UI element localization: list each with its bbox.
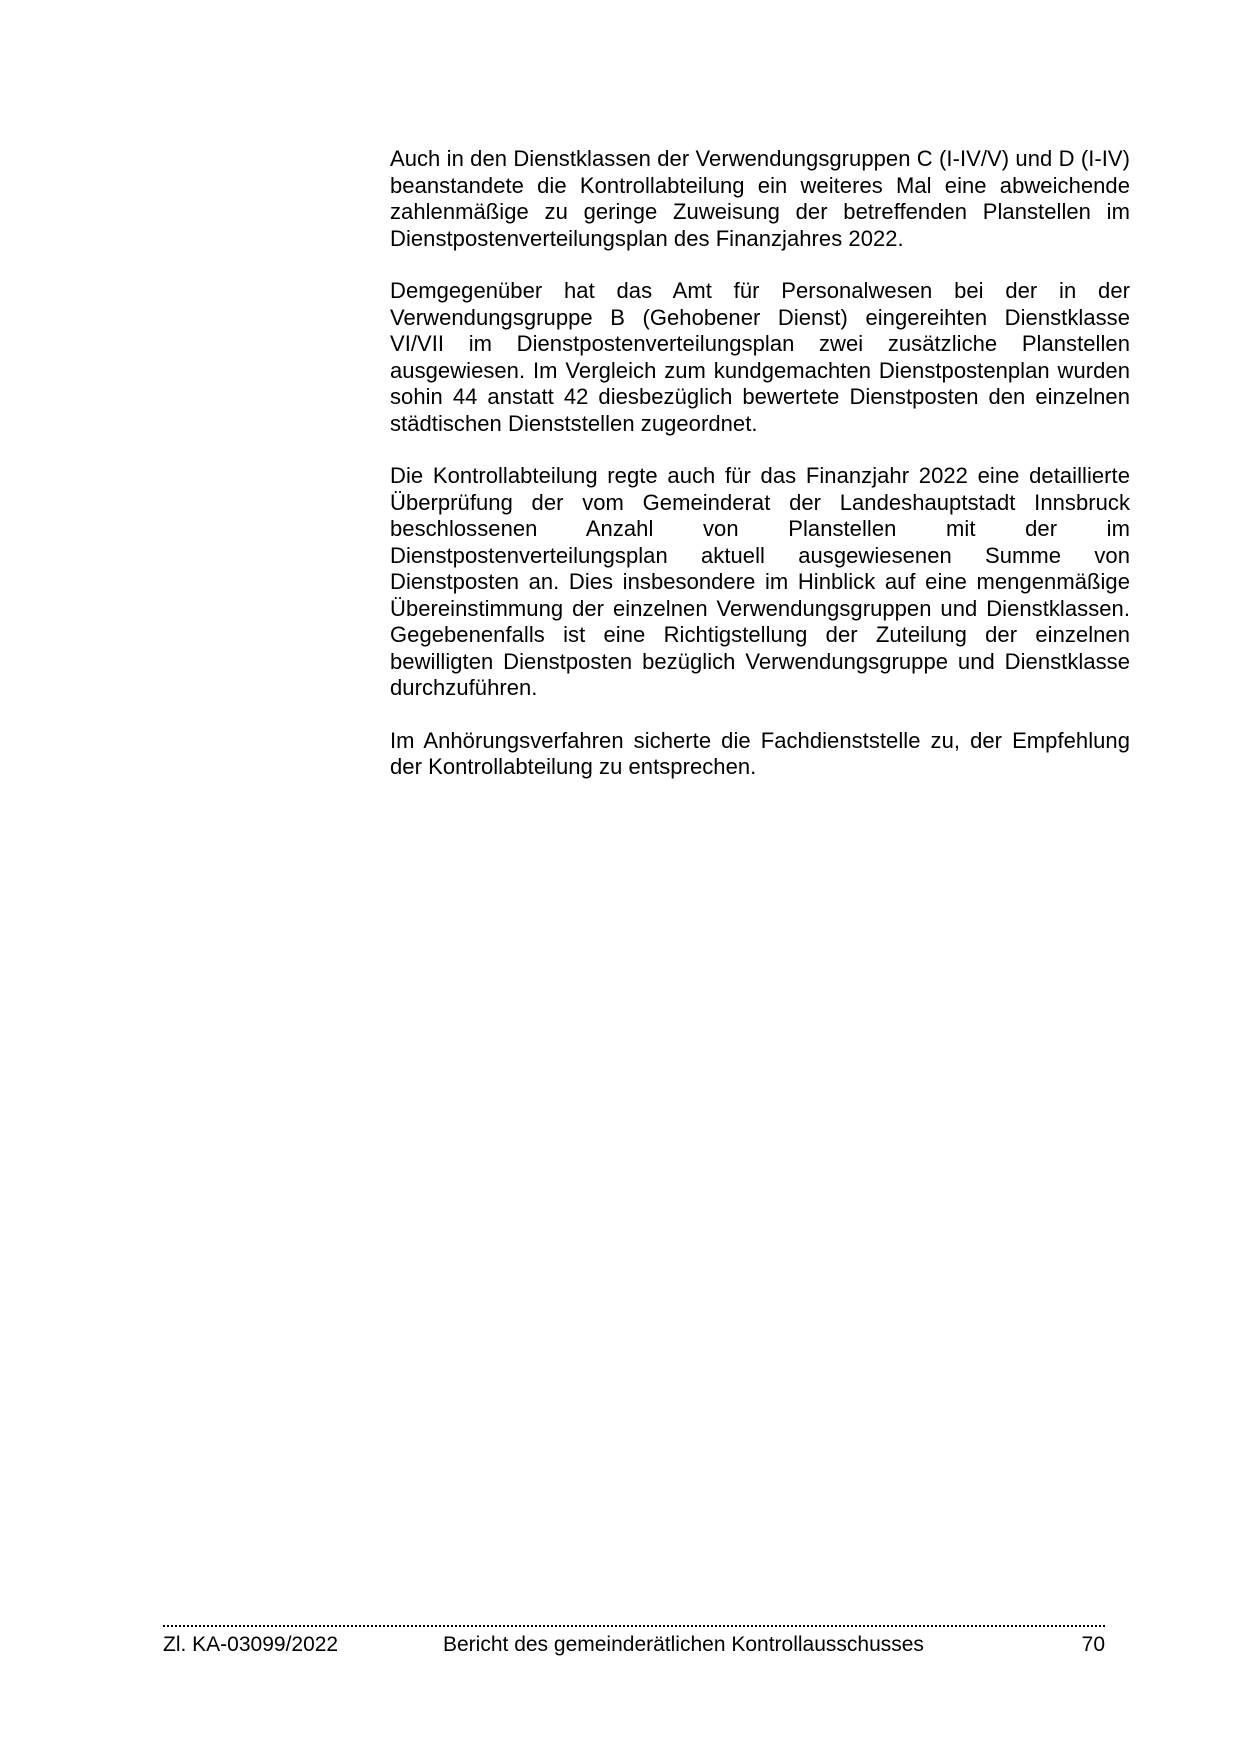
- footer-divider: [163, 1625, 1105, 1627]
- page-number: 70: [1081, 1633, 1105, 1656]
- paragraph-verwendungsgruppe-b: Demgegenüber hat das Amt für Personalwesen bei der in der Verwendungsgruppe B (Gehobener Dienst) eingereihten Dienstklasse VI/VII im Dienstpostenverteilungsplan zwei zusätzliche Planstellen ausgewiesen. Im Vergleich zum kundgemachten Dienstpostenplan wurden sohin 44 anstatt 42 diesbezüglich bewertete Dienstposten den einzelnen städtischen Dienststellen zugeordnet.: [390, 278, 1130, 436]
- page-footer: [163, 1632, 1105, 1658]
- paragraph-dienstklassen-c-d: Auch in den Dienstklassen der Verwendungsgruppen C (I-IV/V) und D (I-IV) beanstandete die Kontrollabteilung ein weiteres Mal eine abweichende zahlenmäßige zu geringe Zuweisung der betreffenden Planstellen im Dienstpostenverteilungsplan des Finanzjahres 2022.: [390, 146, 1130, 251]
- footer-title: Bericht des gemeinderätlichen Kontrollausschusses: [443, 1633, 924, 1656]
- paragraph-empfehlung-ueberpruefung: Die Kontrollabteilung regte auch für das Finanzjahr 2022 eine detaillierte Überprüfung der vom Gemeinderat der Landeshauptstadt Innsbruck beschlossenen Anzahl von Planstellen mit der im Dienstpostenverteilungsplan aktuell ausgewiesenen Summe von Dienstposten an. Dies insbesondere im Hinblick auf eine mengenmäßige Übereinstimmung der einzelnen Verwendungsgruppen und Dienstklassen. Gegebenenfalls ist eine Richtigstellung der Zuteilung der einzelnen bewilligten Dienstposten bezüglich Verwendungsgruppe und Dienstklasse durchzuführen.: [390, 463, 1130, 700]
- paragraph-anhoerungsverfahren: Im Anhörungsverfahren sicherte die Fachdienststelle zu, der Empfehlung der Kontrollabteilung zu entsprechen.: [390, 727, 1130, 779]
- footer-reference: Zl. KA-03099/2022: [163, 1633, 339, 1656]
- document-body: [390, 146, 1130, 807]
